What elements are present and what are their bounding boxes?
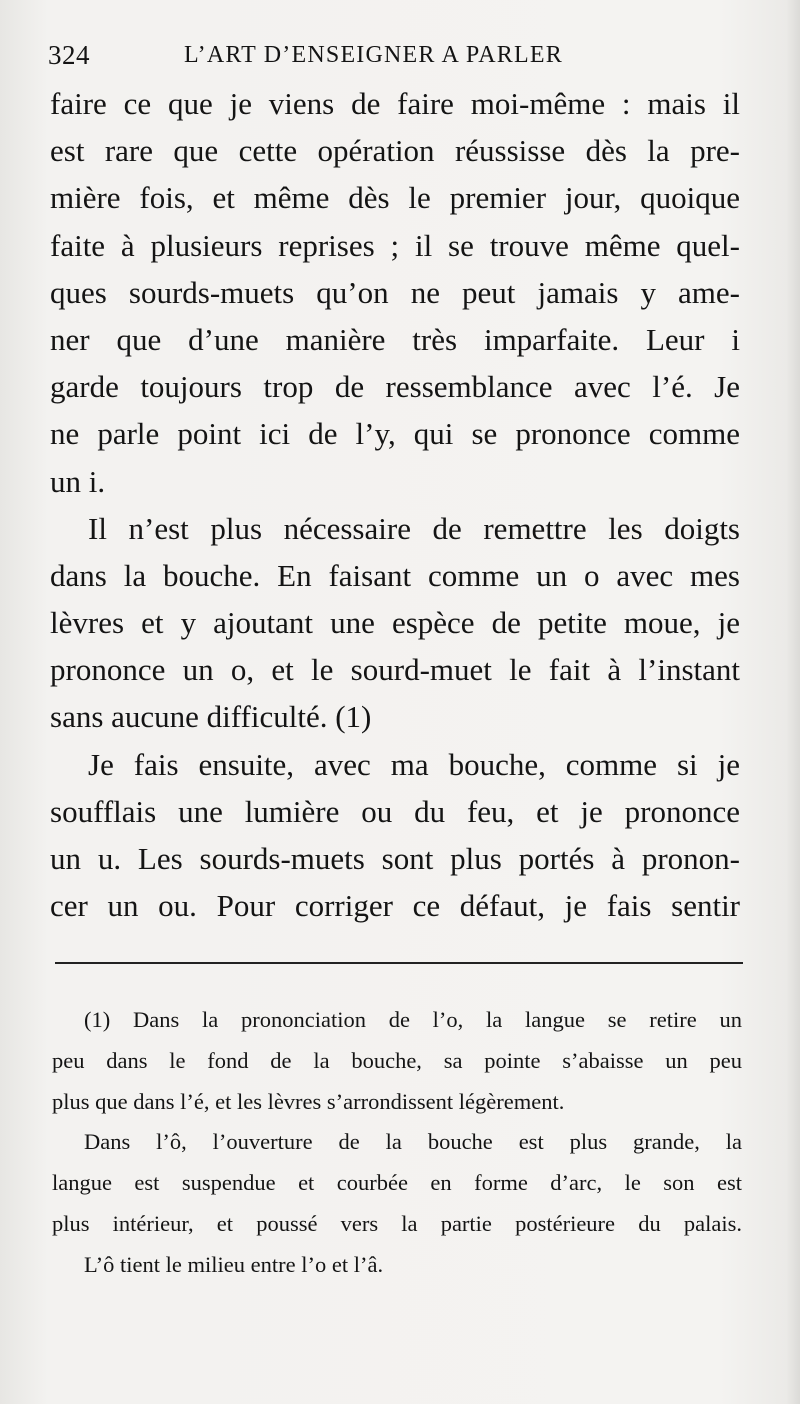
text-line: cer un ou. Pour corriger ce défaut, je fais sentir	[50, 888, 740, 924]
text-line: lèvres et y ajoutant une espèce de petite moue, je	[50, 605, 740, 641]
page-header	[48, 40, 748, 80]
page-number: 324	[48, 40, 90, 70]
text-line: garde toujours trop de ressemblance avec l’é. Je	[50, 369, 740, 405]
text-line: un i.	[50, 463, 106, 499]
text-line: soufflais une lumière ou du feu, et je prononce	[50, 793, 740, 829]
text-line: mière fois, et même dès le premier jour, quoique	[50, 180, 740, 216]
footnote-line: L’ô tient le milieu entre l’o et l’â.	[84, 1251, 384, 1277]
text-line: faite à plusieurs reprises ; il se trouve même quel-	[50, 227, 740, 263]
text-line: Il n’est plus nécessaire de remettre les doigts	[88, 510, 740, 546]
footnote-line: langue est suspendue et courbée en forme d’arc, le son est	[52, 1170, 742, 1196]
text-line: prononce un o, et le sourd-muet le fait à l’instant	[50, 652, 740, 688]
footnotes	[52, 1000, 742, 1286]
footnote-divider	[55, 962, 743, 964]
main-text	[50, 80, 740, 929]
text-line: ques sourds-muets qu’on ne peut jamais y ame-	[50, 274, 740, 310]
text-line: ne parle point ici de l’y, qui se prononce comme	[50, 416, 740, 452]
text-line: un u. Les sourds-muets sont plus portés à pronon-	[50, 841, 740, 876]
running-title: L’ART D’ENSEIGNER A PARLER	[184, 42, 563, 68]
text-line: ner que d’une manière très imparfaite. Leur i	[50, 321, 740, 357]
text-line: dans la bouche. En faisant comme un o avec mes	[50, 557, 740, 593]
text-line: Je fais ensuite, avec ma bouche, comme si je	[88, 746, 740, 782]
footnote-line: Dans l’ô, l’ouverture de la bouche est plus grande, la	[84, 1129, 742, 1155]
footnote-line: (1) Dans la prononciation de l’o, la langue se retire un	[84, 1007, 742, 1032]
footnote-line: plus que dans l’é, et les lèvres s’arrondissent légèrement.	[52, 1088, 565, 1114]
text-line: est rare que cette opération réussisse dès la pre-	[50, 133, 740, 169]
footnote-line: plus intérieur, et poussé vers la partie postérieure du palais.	[52, 1210, 742, 1236]
footnote-line: peu dans le fond de la bouche, sa pointe s’abaisse un peu	[52, 1047, 742, 1073]
text-line: sans aucune difficulté. (1)	[50, 699, 372, 735]
text-line: faire ce que je viens de faire moi-même : mais il	[50, 86, 740, 121]
page-edge-shadow	[786, 0, 800, 1404]
